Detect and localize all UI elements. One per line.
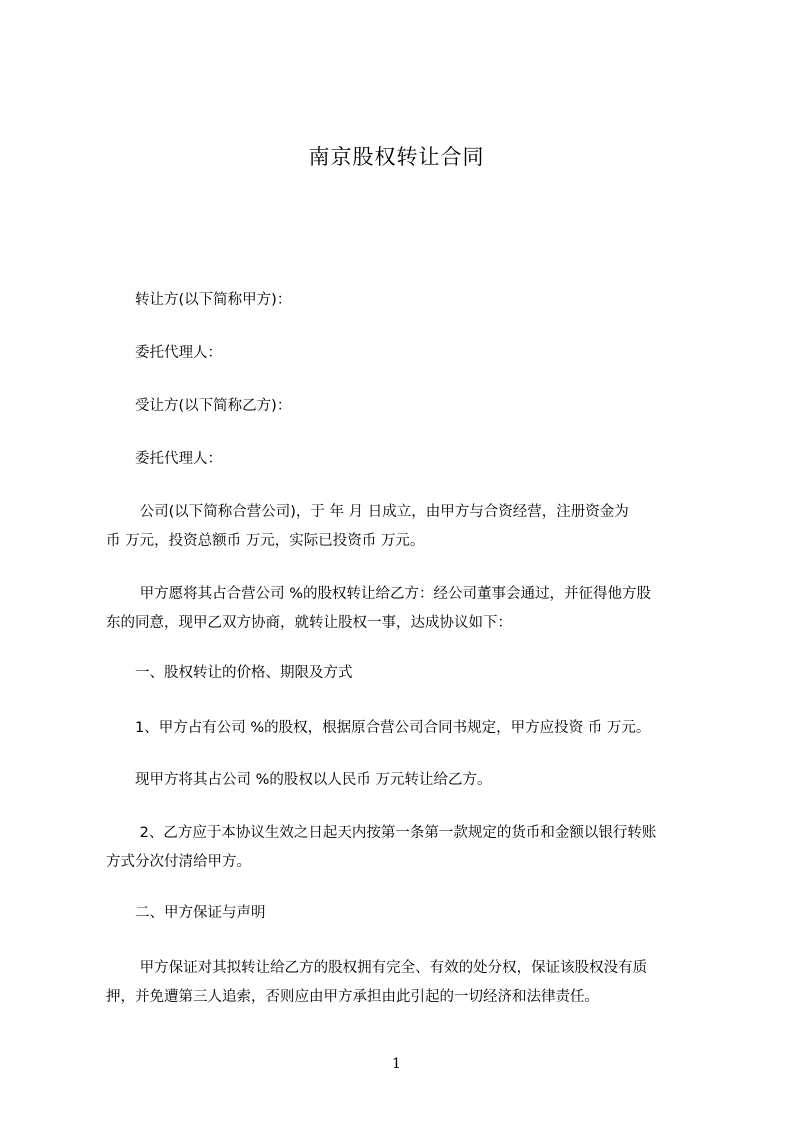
text-line: 2、乙方应于本协议生效之日起天内按第一条第一款规定的货币和金额以银行转账 [106, 825, 657, 841]
paragraph-transferor [106, 286, 708, 315]
text-line: 公司(以下简称合营公司)，于 年 月 日成立，由甲方与合资经营，注册资金为 [106, 504, 629, 520]
text-line: 币 万元，投资总额币 万元，实际已投资币 万元。 [106, 533, 425, 549]
paragraph-clause-1 [106, 714, 708, 743]
page-number: 1 [392, 1056, 401, 1072]
text-line: 转让方(以下简称甲方)： [106, 292, 292, 308]
paragraph-warranty [106, 954, 708, 1012]
paragraph-company-info [106, 498, 708, 556]
text-line: 现甲方将其占公司 %的股权以人民币 万元转让给乙方。 [106, 772, 492, 788]
text-line: 方式分次付清给甲方。 [106, 854, 251, 870]
text-line: 押，并免遭第三人追索，否则应由甲方承担由此引起的一切经济和法律责任。 [106, 989, 599, 1005]
text-line: 甲方愿将其占合营公司 %的股权转让给乙方：经公司董事会通过，并征得他方股 [106, 586, 651, 602]
paragraph-agent-a [106, 339, 708, 368]
text-line: 1、甲方占有公司 %的股权，根据原合营公司合同书规定，甲方应投资 币 万元。 [106, 720, 651, 736]
section-heading-price [106, 659, 708, 688]
text-line: 委托代理人： [106, 451, 222, 467]
text-line: 一、股权转让的价格、期限及方式 [106, 665, 353, 681]
paragraph-transfer-price [106, 766, 708, 795]
text-line: 二、甲方保证与声明 [106, 905, 266, 921]
text-line: 受让方(以下简称乙方)： [106, 398, 292, 414]
section-heading-warranty [106, 899, 708, 928]
paragraph-transferee [106, 392, 708, 421]
paragraph-intent [106, 580, 708, 638]
paragraph-clause-2 [106, 819, 708, 877]
text-line: 委托代理人： [106, 345, 222, 361]
text-line: 甲方保证对其拟转让给乙方的股权拥有完全、有效的处分权，保证该股权没有质 [106, 960, 648, 976]
paragraph-agent-b [106, 445, 708, 474]
text-line: 东的同意，现甲乙双方协商，就转让股权一事，达成协议如下： [106, 615, 512, 631]
document-title: 南京股权转让合同 [308, 145, 485, 169]
